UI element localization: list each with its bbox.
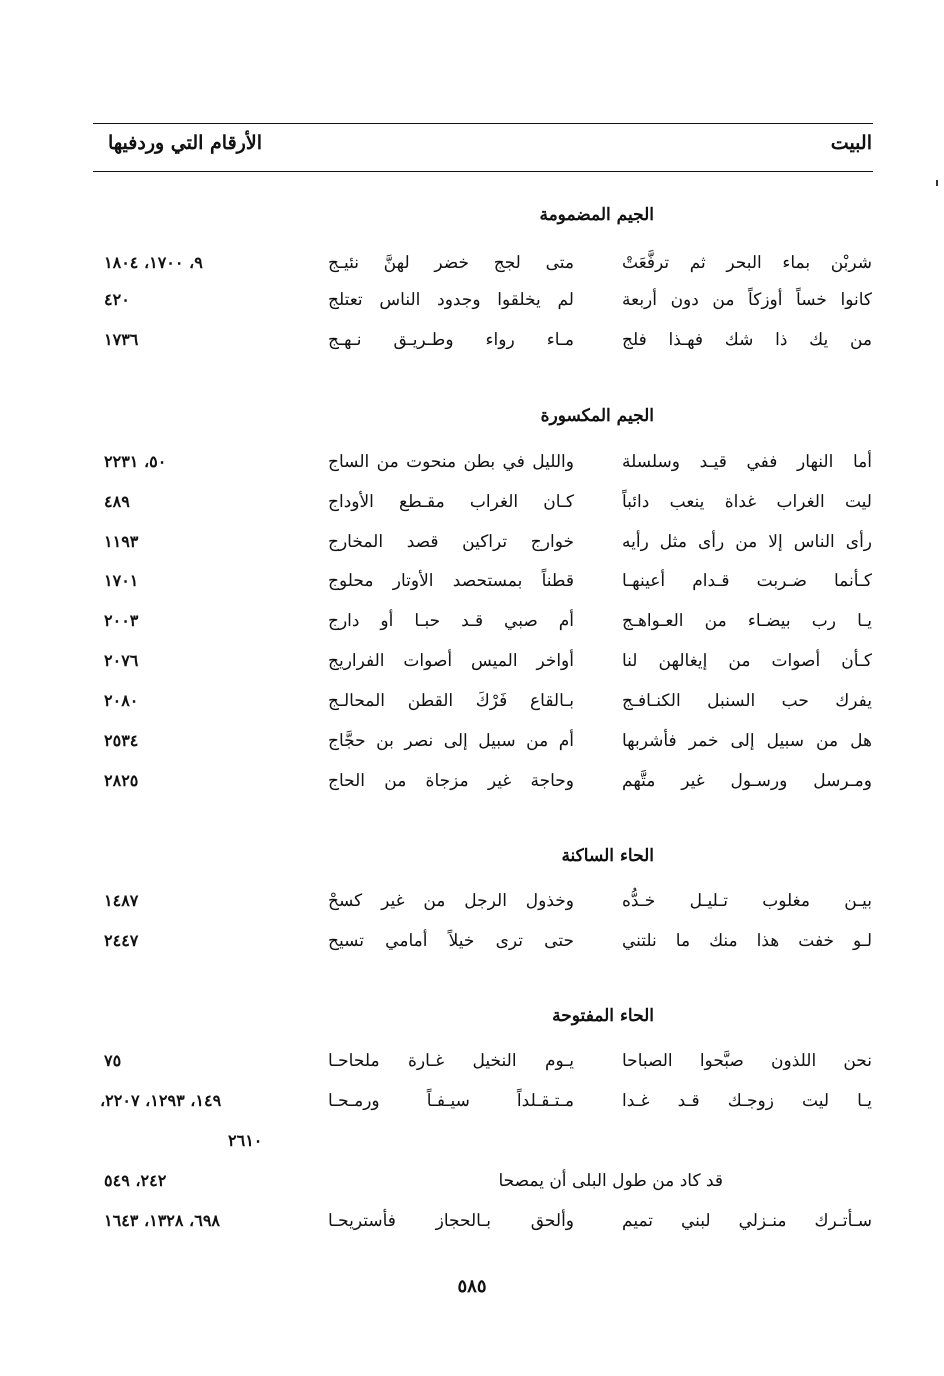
verse-single-line: قد كاد من طول البلى أن يمصحا bbox=[498, 1171, 723, 1191]
section-title: الجيم المكسورة bbox=[540, 406, 654, 426]
verse-reference-numbers: ١٧٠١ bbox=[104, 571, 139, 590]
verse-second-hemistich: متى لجج خضر لهنَّ نئيـج bbox=[328, 253, 574, 273]
verse-row bbox=[0, 766, 944, 796]
verse-first-hemistich: يـا رب بيضـاء من العـواهـج bbox=[622, 611, 872, 631]
verse-first-hemistich: بيـن مغلوب تـليـل خـدُّه bbox=[622, 891, 872, 911]
verse-second-hemistich: حتى ترى خيلاً أمامي تسيح bbox=[328, 931, 574, 951]
verse-first-hemistich: سـأتـرك منـزلي لبني تميم bbox=[622, 1211, 872, 1231]
verse-first-hemistich: كـأن أصوات من إيغالهن لنا bbox=[622, 651, 872, 671]
verse-reference-numbers: ١٤٨٧ bbox=[104, 891, 139, 910]
verse-first-hemistich: هل من سبيل إلى خمر فأشربها bbox=[622, 731, 872, 751]
header-verse-label: البيت bbox=[830, 132, 872, 154]
verse-reference-numbers: ٧٥ bbox=[104, 1051, 122, 1070]
verse-row bbox=[0, 285, 944, 315]
verse-row bbox=[0, 1206, 944, 1236]
verse-reference-numbers: ٢٦١٠ bbox=[228, 1131, 263, 1150]
verse-row bbox=[0, 1126, 944, 1156]
verse-first-hemistich: شربْن بماء البحر ثم ترفَّعَتْ bbox=[622, 253, 872, 273]
verse-row bbox=[0, 527, 944, 557]
verse-row bbox=[0, 926, 944, 956]
verse-second-hemistich: لم يخلقوا وجدود الناس تعتلج bbox=[328, 290, 574, 310]
verse-first-hemistich: ليت الغراب غداة ينعب دائباً bbox=[622, 492, 872, 512]
verse-reference-numbers: ١٧٣٦ bbox=[104, 330, 139, 349]
verse-reference-numbers: ٤٨٩ bbox=[104, 492, 130, 511]
verse-second-hemistich: مـاء رواء وطـريـق نـهـج bbox=[328, 330, 574, 350]
verse-first-hemistich: يـا ليت زوجـك قـد غـدا bbox=[622, 1091, 872, 1111]
verse-row bbox=[0, 1166, 944, 1196]
verse-second-hemistich: أواخر الميس أصوات الفراريج bbox=[328, 651, 574, 671]
verse-second-hemistich: كـان الغراب مقـطع الأوداج bbox=[328, 492, 574, 512]
header-bottom-rule bbox=[93, 171, 873, 172]
section-title: الجيم المضمومة bbox=[539, 205, 654, 225]
verse-reference-numbers: ٥٠، ٢٢٣١ bbox=[104, 452, 167, 471]
verse-second-hemistich: خوارج تراكين قصد المخارج bbox=[328, 532, 574, 552]
verse-first-hemistich: أما النهار ففي قيـد وسلسلة bbox=[622, 452, 872, 472]
verse-second-hemistich: أم من سبيل إلى نصر بن حجَّاج bbox=[328, 731, 574, 751]
verse-row bbox=[0, 726, 944, 756]
verse-row bbox=[0, 606, 944, 636]
verse-second-hemistich: أم صبي قـد حبـا أو دارج bbox=[328, 611, 574, 631]
verse-reference-numbers: ٩، ١٧٠٠، ١٨٠٤ bbox=[104, 253, 203, 272]
verse-reference-numbers: ٢٥٣٤ bbox=[104, 731, 139, 750]
verse-reference-numbers: ٢٨٢٥ bbox=[104, 771, 139, 790]
verse-reference-numbers: ٤٢٠ bbox=[104, 290, 130, 309]
verse-second-hemistich: وحاجة غير مزجاة من الحاج bbox=[328, 771, 574, 791]
verse-reference-numbers: ١١٩٣ bbox=[104, 532, 139, 551]
verse-reference-numbers: ٢٠٨٠ bbox=[104, 691, 139, 710]
header-numbers-label: الأرقام التي وردفيها bbox=[108, 132, 262, 154]
verse-reference-numbers: ٦٩٨، ١٣٢٨، ١٦٤٣ bbox=[104, 1211, 220, 1230]
verse-first-hemistich: نحن اللذون صبَّحوا الصباحا bbox=[622, 1051, 872, 1071]
verse-second-hemistich: يـوم النخيل غـارة ملحاحـا bbox=[328, 1051, 574, 1071]
verse-second-hemistich: بـالقاع فَرْكَ القطن المحالـج bbox=[328, 691, 574, 711]
section-title: الحاء الساكنة bbox=[561, 846, 654, 866]
edge-mark bbox=[936, 180, 938, 186]
verse-first-hemistich: رأى الناس إلا من رأى مثل رأيه bbox=[622, 532, 872, 552]
header-top-rule bbox=[93, 123, 873, 124]
verse-first-hemistich: كـأنما ضـربت قـدام أعينهـا bbox=[622, 571, 872, 591]
verse-first-hemistich: لـو خفت هذا منك ما نلتني bbox=[622, 931, 872, 951]
verse-row bbox=[0, 1046, 944, 1076]
verse-first-hemistich: ومـرسل ورسـول غير متَّهم bbox=[622, 771, 872, 791]
verse-reference-numbers: ٢٤٤٧ bbox=[104, 931, 139, 950]
verse-row bbox=[0, 325, 944, 355]
verse-reference-numbers: ١٤٩، ١٢٩٣، ٢٢٠٧، bbox=[100, 1091, 222, 1110]
verse-row bbox=[0, 447, 944, 477]
verse-second-hemistich: مـتـقـلداً سيـفـاً ورمـحـا bbox=[328, 1091, 574, 1111]
verse-first-hemistich: يفرك حب السنبل الكنـافـج bbox=[622, 691, 872, 711]
verse-first-hemistich: من يك ذا شك فهـذا فلج bbox=[622, 330, 872, 350]
verse-second-hemistich: والليل في بطن منحوت من الساج bbox=[328, 452, 574, 472]
verse-row bbox=[0, 686, 944, 716]
verse-second-hemistich: وألحق بـالحجاز فأستريحـا bbox=[328, 1211, 574, 1231]
verse-row bbox=[0, 487, 944, 517]
page-number: ٥٨٥ bbox=[457, 1276, 487, 1297]
verse-reference-numbers: ٢٠٠٣ bbox=[104, 611, 139, 630]
verse-first-hemistich: كانوا خساً أوزكاً من دون أربعة bbox=[622, 290, 872, 310]
verse-row bbox=[0, 886, 944, 916]
verse-reference-numbers: ٢٠٧٦ bbox=[104, 651, 139, 670]
verse-second-hemistich: وخذول الرجل من غير كسحْ bbox=[328, 891, 574, 911]
verse-row bbox=[0, 646, 944, 676]
verse-row bbox=[0, 1086, 944, 1116]
verse-row bbox=[0, 248, 944, 278]
verse-reference-numbers: ٢٤٢، ٥٤٩ bbox=[104, 1171, 167, 1190]
section-title: الحاء المفتوحة bbox=[552, 1006, 654, 1026]
verse-second-hemistich: قطناً بمستحصد الأوتار محلوج bbox=[328, 571, 574, 591]
verse-row bbox=[0, 566, 944, 596]
